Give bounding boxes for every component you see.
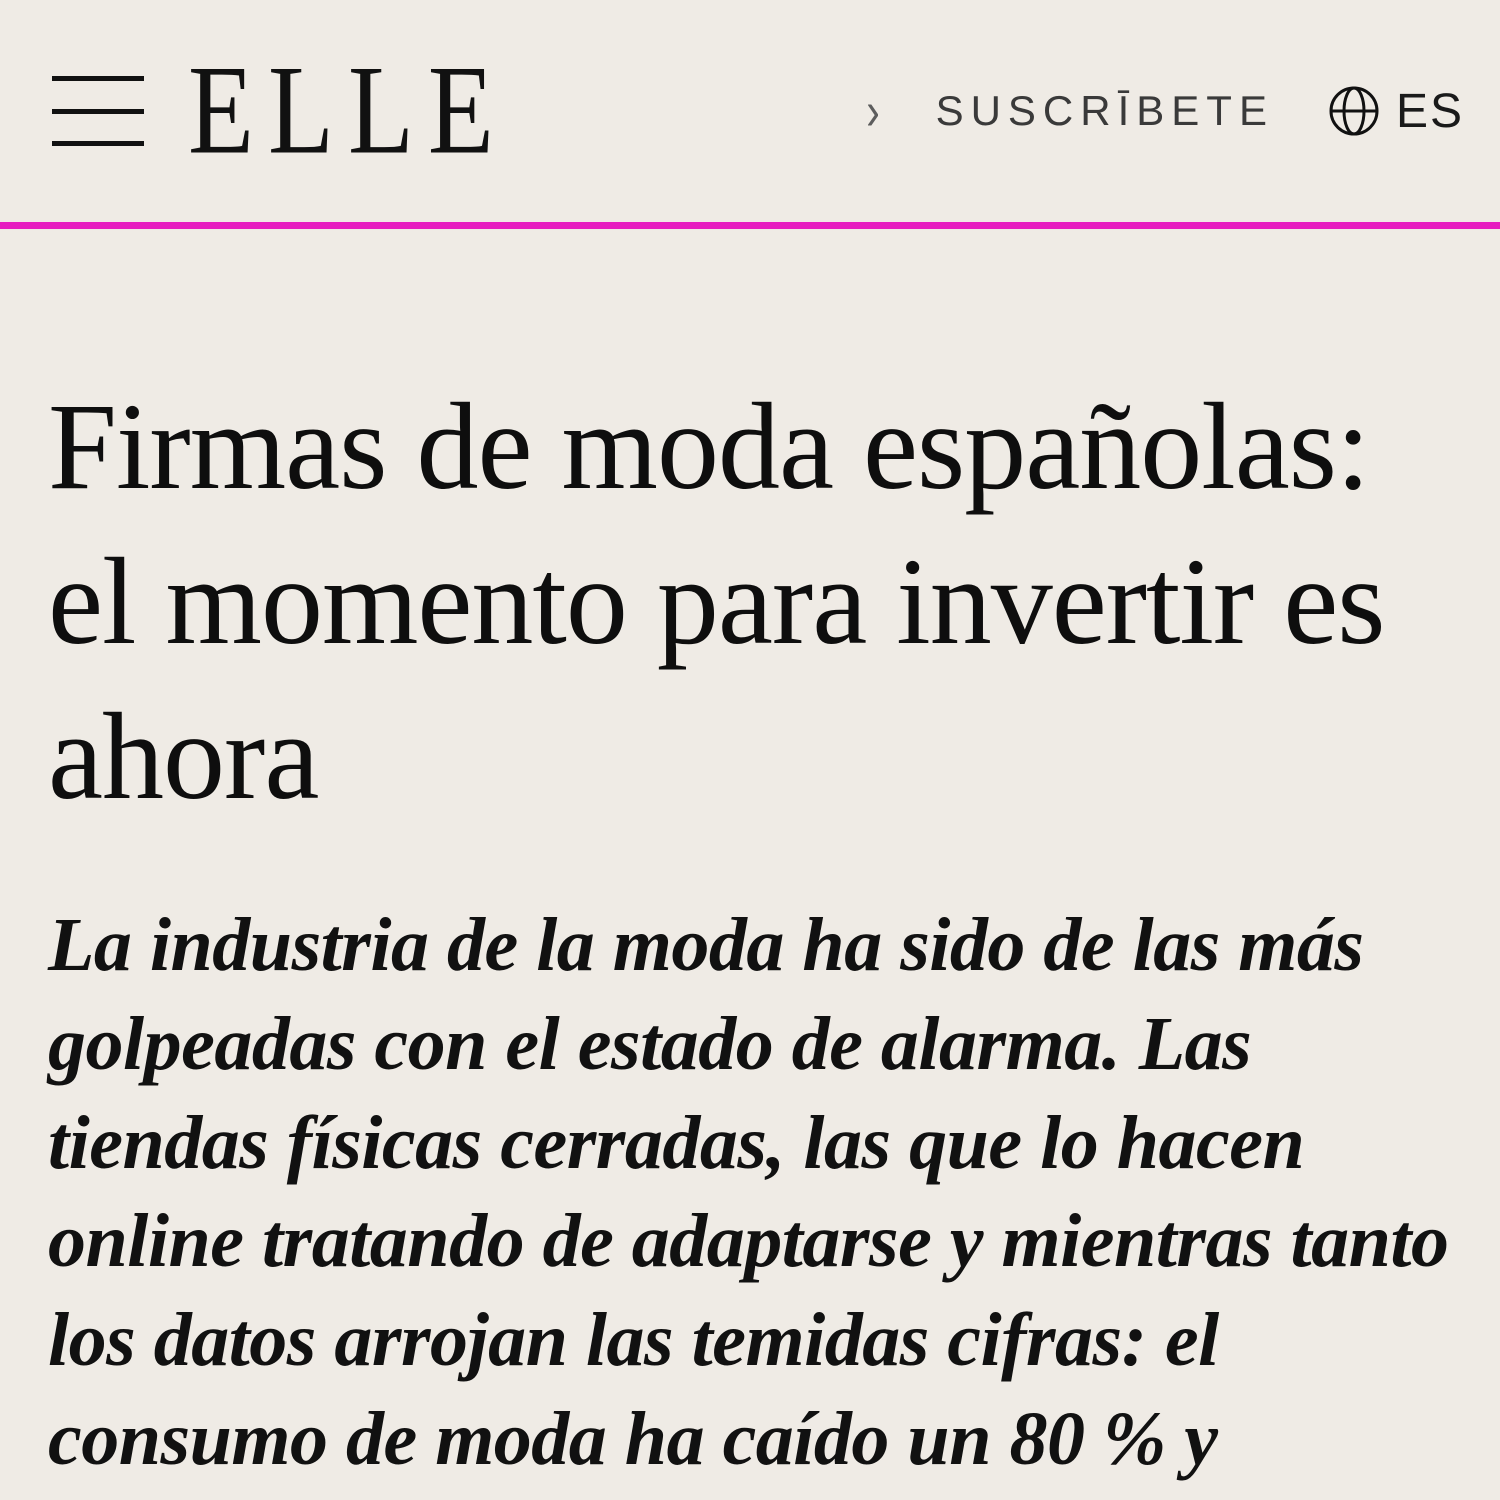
header-right-group [864, 81, 1472, 141]
hamburger-bar-1 [52, 76, 144, 81]
hamburger-menu-icon[interactable] [52, 70, 144, 152]
language-selector[interactable] [1328, 84, 1464, 139]
page-title: Firmas de moda españolas: el momento para invertir es ahora [48, 378, 1385, 825]
site-header [0, 0, 1500, 222]
article-body [0, 369, 1500, 1489]
elle-logo[interactable]: ELLE [188, 40, 508, 181]
hamburger-bar-2 [52, 109, 144, 114]
language-label: ES [1395, 84, 1464, 138]
article-standfirst: La industria de la moda ha sido de las más golpeadas con el estado de alarma. Las tiendas físicas cerradas, las que lo hacen online tratando de adaptarse y mientras tanto los datos arrojan las temidas cifras: el consumo de moda ha caído un 80 % y [48, 903, 1449, 1481]
globe-icon [1328, 85, 1380, 137]
header-left-group [52, 40, 508, 181]
chevron-right-icon[interactable]: › [865, 81, 880, 141]
accent-divider [0, 222, 1500, 229]
hamburger-bar-3 [52, 141, 144, 146]
subscribe-link[interactable]: SUSCRĪBETE [935, 87, 1274, 134]
